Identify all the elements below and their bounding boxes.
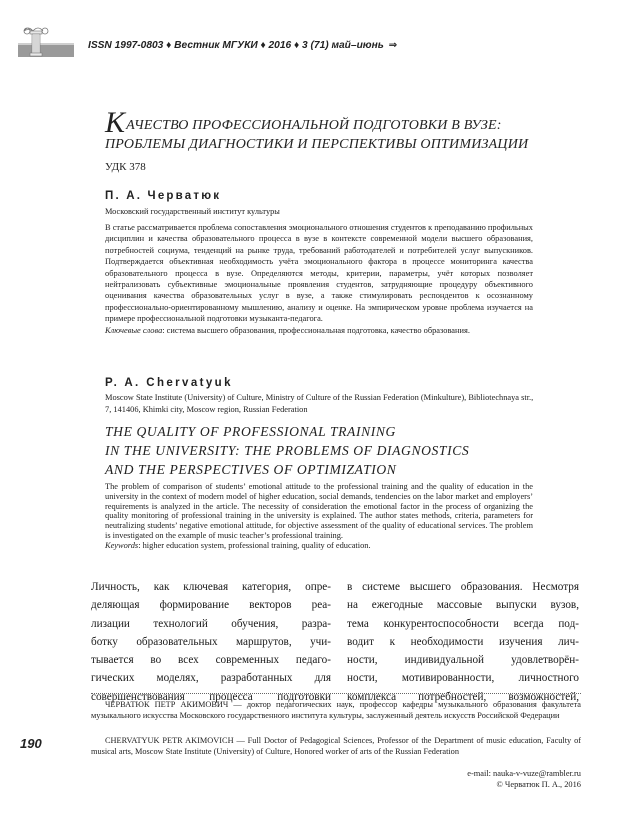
body-column-left xyxy=(91,578,331,706)
body-line: совершенствования процесса подготовки xyxy=(91,690,331,703)
title-en-line: AND THE PERSPECTIVES OF OPTIMIZATION xyxy=(105,462,397,477)
keywords-en xyxy=(105,541,533,551)
keywords-en-text: : higher education system, professional training, quality of education. xyxy=(138,540,371,550)
article-title-ru xyxy=(105,106,545,154)
article-title-en xyxy=(105,422,545,479)
copyright: © Черватюк П. А., 2016 xyxy=(496,779,581,789)
body-line: ности, мотивированности, личностного xyxy=(347,672,579,685)
body-line: Личность, как ключевая категория, опре- xyxy=(91,581,331,593)
abstract-en xyxy=(105,482,533,551)
body-line: ности, индивидуальной удовлетворён- xyxy=(347,654,579,667)
body-line: на ежегодные массовые выпуски вузов, xyxy=(347,599,579,612)
body-line: деляющая формирование векторов реа- xyxy=(91,599,331,612)
title-ru-rest: АЧЕСТВО ПРОФЕССИОНАЛЬНОЙ ПОДГОТОВКИ В ВУЗЕ: ПРОБЛЕМЫ ДИАГНОСТИКИ И ПЕРСПЕКТИВЫ ОПТИМИЗАЦИИ xyxy=(105,118,529,152)
footnote-divider xyxy=(91,693,581,694)
title-en-line: THE QUALITY OF PROFESSIONAL TRAINING xyxy=(105,424,396,439)
title-en-line: IN THE UNIVERSITY: THE PROBLEMS OF DIAGNOSTICS xyxy=(105,443,470,458)
title-drop-initial: К xyxy=(105,106,126,139)
keywords-ru xyxy=(105,325,533,336)
author-email: e-mail: nauka-v-vuze@rambler.ru xyxy=(467,769,581,778)
body-line: комплекса потребностей, возможностей, xyxy=(347,690,579,703)
page-number: 190 xyxy=(20,736,42,751)
next-arrow-icon: ⇒ xyxy=(388,40,398,51)
running-head-text: ISSN 1997-0803 ♦ Вестник МГУКИ ♦ 2016 ♦ 3 (71) май–июнь xyxy=(88,40,384,51)
affiliation-en: Moscow State Institute (University) of Culture, Ministry of Culture of the Russian Federation (Minkulture), Bibliotechnaya str., 7, 141406, Khimki city, Moscow region, Russian Federation xyxy=(105,393,534,414)
udc-code: УДК 378 xyxy=(105,161,146,173)
body-line: лизации технологий обучения, разра- xyxy=(91,617,331,630)
keywords-ru-text: : система высшего образования, профессиональная подготовка, качество образования. xyxy=(162,325,470,335)
journal-logo xyxy=(18,21,74,59)
author-name-en: P. A. Chervatyuk xyxy=(105,377,233,389)
body-line: ботку образовательных маршрутов, учи- xyxy=(91,635,331,648)
abstract-ru xyxy=(105,222,533,336)
body-line: тывается во всех современных педаго- xyxy=(91,654,331,667)
body-column-right xyxy=(347,578,579,706)
running-head xyxy=(88,40,397,51)
keywords-ru-label: Ключевые слова xyxy=(105,325,163,335)
body-line: в системе высшего образования. Несмотря xyxy=(347,581,579,593)
body-line: тема конкурентоспособности всегда под- xyxy=(347,617,579,630)
abstract-ru-text: В статье рассматривается проблема сопоставления эмоционального отношения студентов к преподаванию профильных дисциплин и качества образовательного процесса в вузе в контексте современной модели высшего образования, потребностей социума, тенденций на рынке труда, требований работодателей и потребителей услуг выпускников. Подтверждается объективная необходимость учёта эмоционального фактора в процессе мониторинга качества образовательного процесса в вузе. Определяются методы, критерии, параметры, учёт которых позволяет нейтрализовать субъективные эмоциональные проявления студентов, затрудняющие процедуру объективного оценивания качества образовательных услуг в вузе, а также стимулировать респондентов к осознанному профессионально-ориентированному мышлению, анализу и оценке. На эмпирическом уровне проблема изучается на примере профессиональной подготовки музыканта-педагога. xyxy=(105,223,533,324)
author-name-ru: П. А. Черватюк xyxy=(105,190,222,202)
author-contacts xyxy=(467,769,581,791)
body-line: гических моделях, разработанных для xyxy=(91,672,331,685)
author-footnote-en: CHERVATYUK PETR AKIMOVICH — Full Doctor of Pedagogical Sciences, Professor of the Department of music education, Faculty of musical arts, Moscow State Institute (University) of Culture, Honored worker of arts of the Russian Federation xyxy=(91,736,581,756)
author-footnote-ru: ЧЕРВАТЮК ПЕТР АКИМОВИЧ — доктор педагогических наук, профессор кафедры музыкального образования факультета музыкального искусства Московского государственного института культуры, заслуженный деятель искусств Российской Федерации xyxy=(91,700,581,720)
abstract-en-text: The problem of comparison of students’ emotional attitude to the professional training and the quality of education in the university in the context of modern model of higher education, social demands, tendencies on the labor market and employers’ requirements is analyzed in the article. The necessity of consideration the emotional factor in the process of organizing the quality monitoring of professional training in the university is explained. The author states methods, criteria, parameters for neutralizing students’ negative emotional attitude, for objective assessment of the quality of educational services. The problem is investigated on the example of music teacher’s professional training. xyxy=(105,482,533,540)
body-line: водит к необходимости изучения лич- xyxy=(347,635,579,648)
affiliation-ru: Московский государственный институт культуры xyxy=(105,207,280,216)
keywords-en-label: Keywords xyxy=(105,540,139,550)
